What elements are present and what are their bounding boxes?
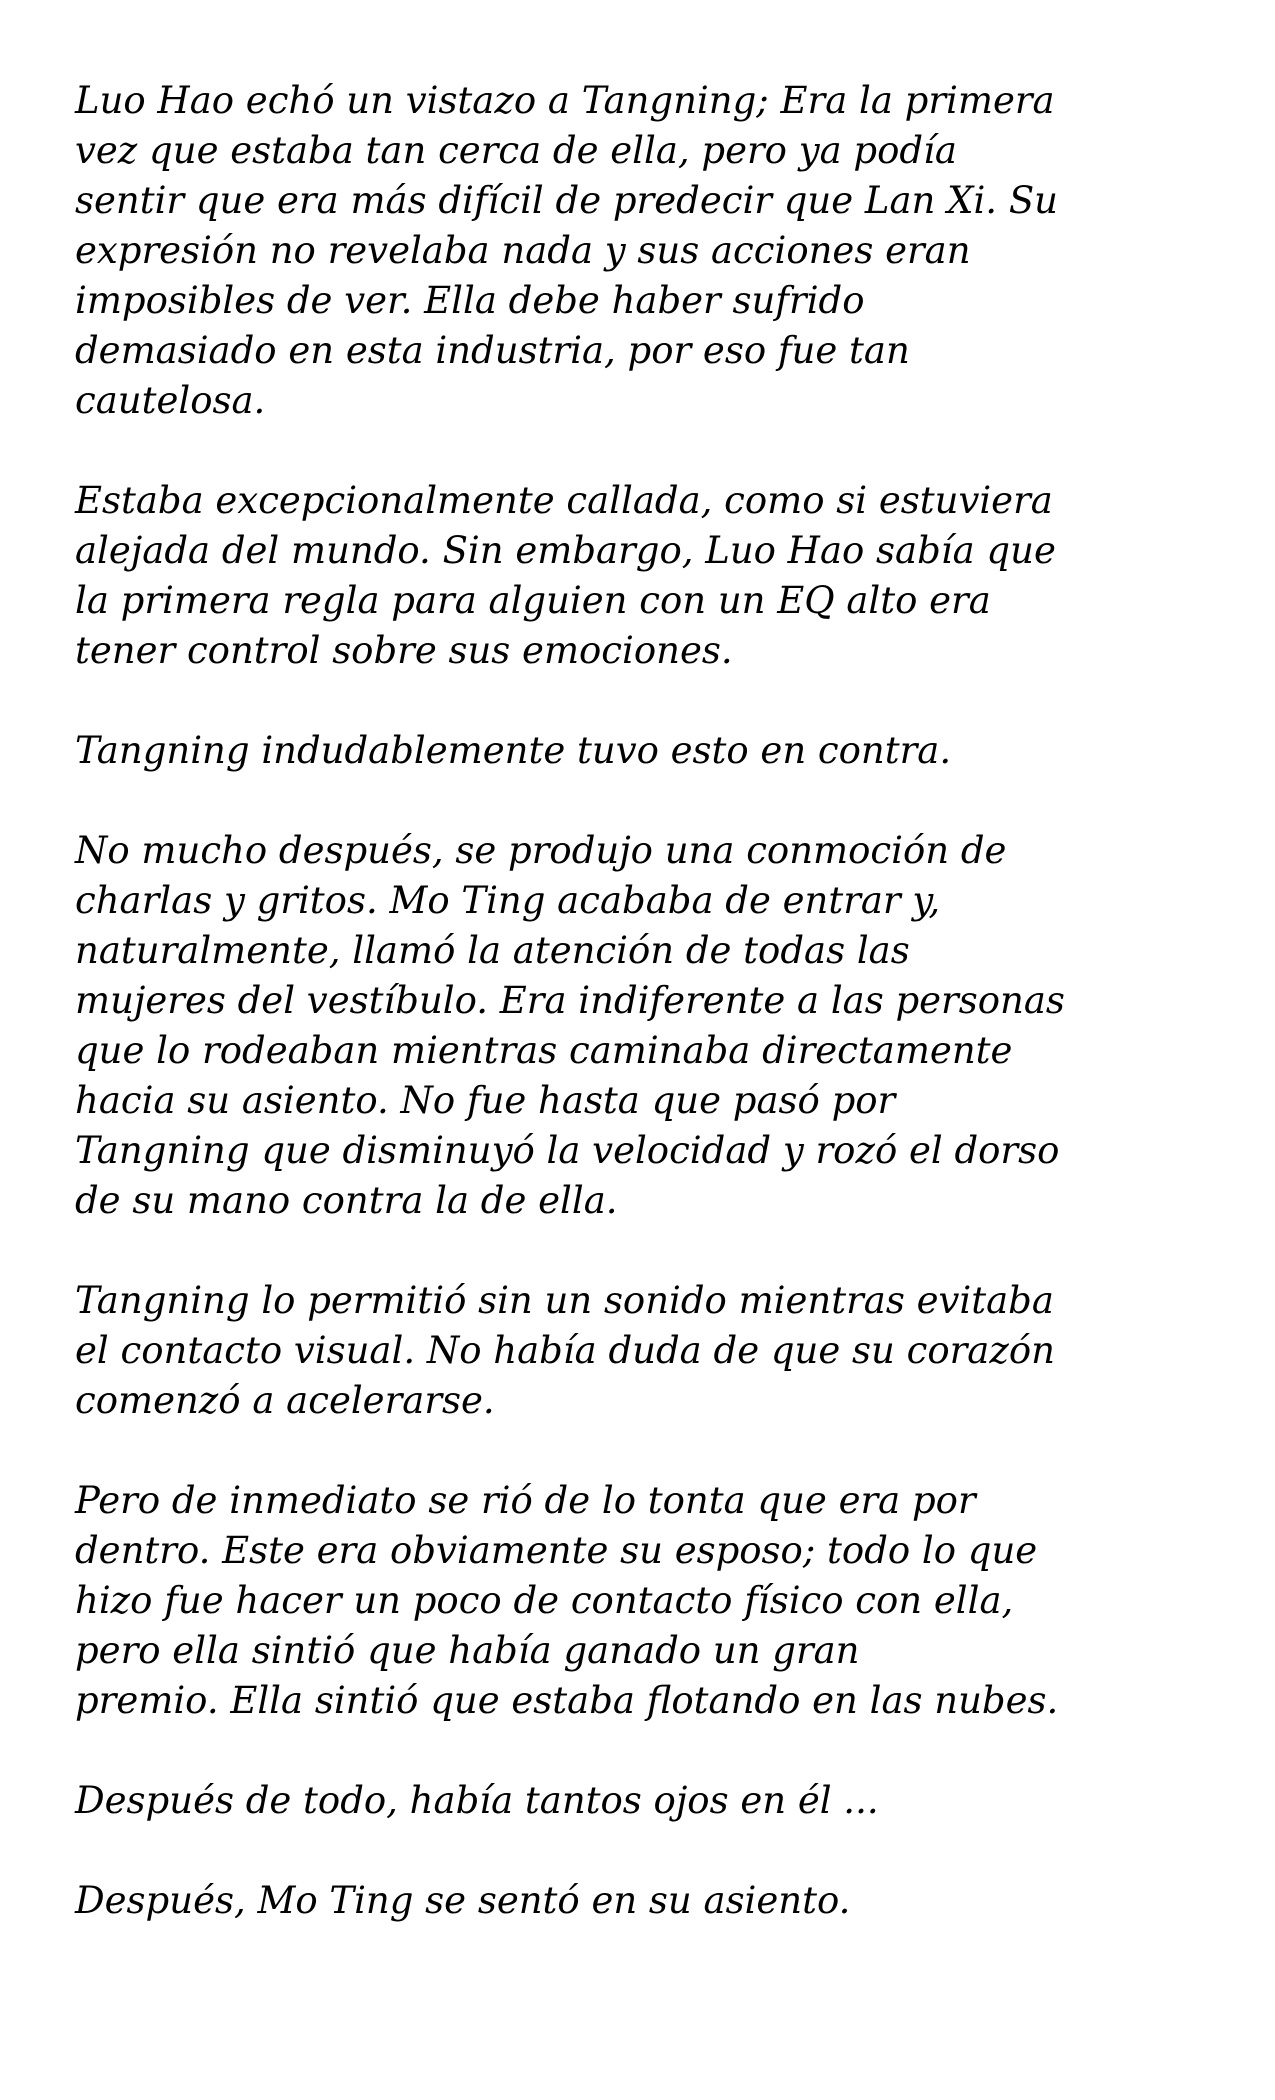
paragraph-1 (75, 76, 1215, 426)
text-line: Después de todo, había tantos ojos en él ... (75, 1779, 879, 1822)
text-line: alejada del mundo. Sin embargo, Luo Hao sabía que (75, 529, 1056, 572)
paragraph-4 (75, 826, 1215, 1226)
text-line: expresión no revelaba nada y sus acciones eran (75, 229, 971, 272)
text-line: tener control sobre sus emociones. (75, 629, 733, 672)
text-line: imposibles de ver. Ella debe haber sufrido (75, 279, 865, 322)
text-line: Tangning lo permitió sin un sonido mientras evitaba (75, 1279, 1054, 1322)
text-line: comenzó a acelerarse. (75, 1379, 495, 1422)
text-line: cautelosa. (75, 379, 266, 422)
text-line: charlas y gritos. Mo Ting acababa de entrar y, (75, 879, 941, 922)
document-body (75, 76, 1215, 1976)
text-line: Pero de inmediato se rió de lo tonta que era por (75, 1479, 976, 1522)
text-line: de su mano contra la de ella. (75, 1179, 618, 1222)
text-line: sentir que era más difícil de predecir que Lan Xi. Su (75, 179, 1058, 222)
paragraph-3 (75, 726, 1215, 776)
text-line: mujeres del vestíbulo. Era indiferente a las personas (75, 979, 1065, 1022)
text-line: hizo fue hacer un poco de contacto físico con ella, (75, 1579, 1014, 1622)
paragraph-8 (75, 1876, 1215, 1926)
text-line: dentro. Este era obviamente su esposo; todo lo que (75, 1529, 1038, 1572)
text-line: pero ella sintió que había ganado un gran (75, 1629, 860, 1672)
text-line: que lo rodeaban mientras caminaba directamente (75, 1029, 1013, 1072)
text-line: Después, Mo Ting se sentó en su asiento. (75, 1879, 851, 1922)
text-line: Estaba excepcionalmente callada, como si estuviera (75, 479, 1053, 522)
paragraph-2 (75, 476, 1215, 676)
text-line: Luo Hao echó un vistazo a Tangning; Era la primera (75, 79, 1055, 122)
text-line: el contacto visual. No había duda de que su corazón (75, 1329, 1055, 1372)
paragraph-5 (75, 1276, 1215, 1426)
text-line: vez que estaba tan cerca de ella, pero ya podía (75, 129, 957, 172)
text-line: No mucho después, se produjo una conmoción de (75, 829, 1007, 872)
paragraph-7 (75, 1776, 1215, 1826)
text-line: Tangning indudablemente tuvo esto en contra. (75, 729, 952, 772)
text-line: Tangning que disminuyó la velocidad y rozó el dorso (75, 1129, 1060, 1172)
paragraph-6 (75, 1476, 1215, 1726)
text-line: premio. Ella sintió que estaba flotando en las nubes. (75, 1679, 1059, 1722)
text-line: hacia su asiento. No fue hasta que pasó por (75, 1079, 896, 1122)
text-line: demasiado en esta industria, por eso fue tan (75, 329, 910, 372)
text-line: la primera regla para alguien con un EQ alto era (75, 579, 991, 622)
text-line: naturalmente, llamó la atención de todas las (75, 929, 910, 972)
